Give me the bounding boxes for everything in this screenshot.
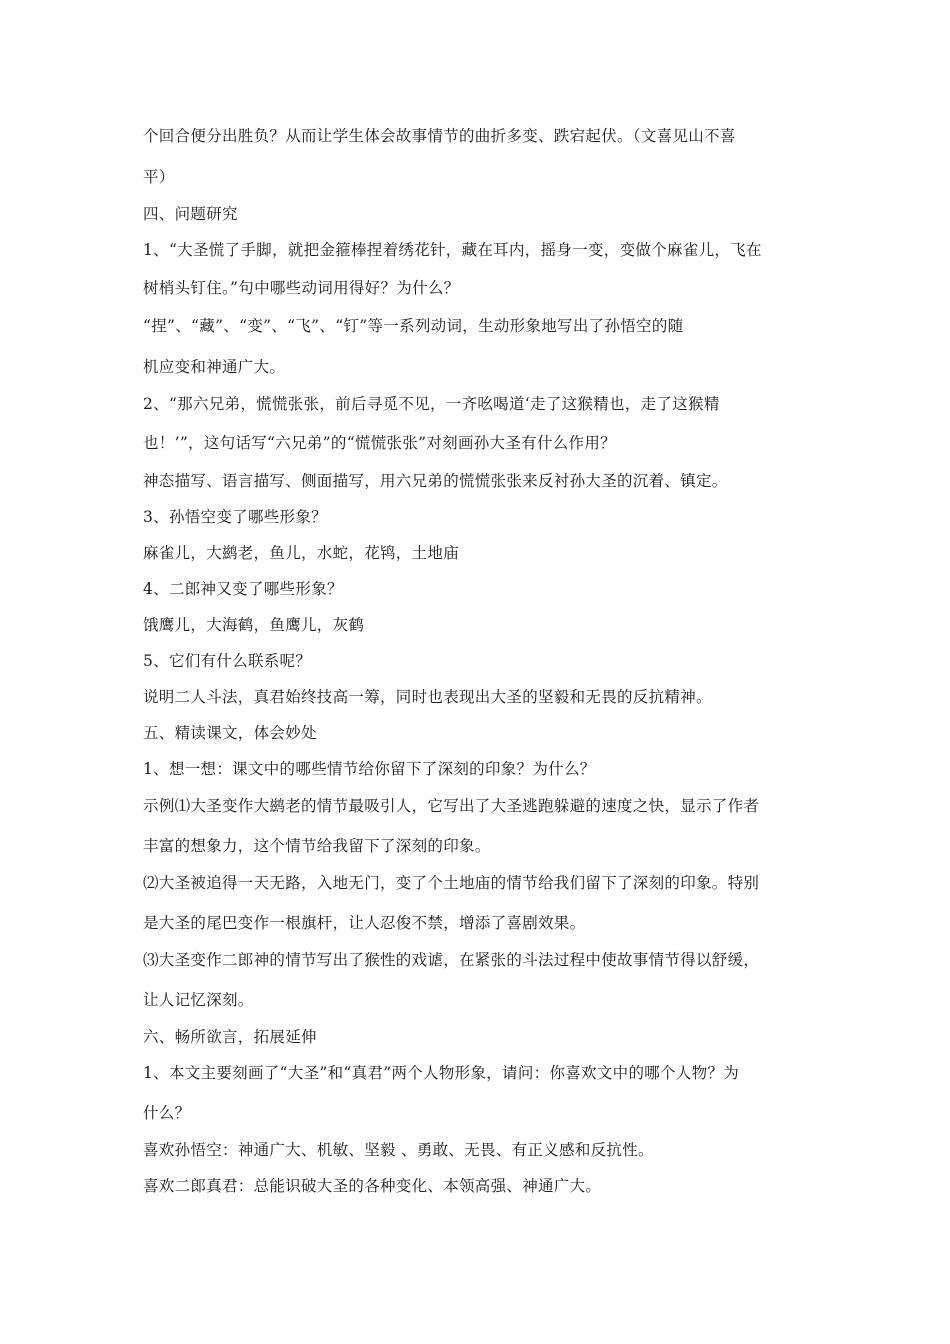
answer-line: 说明二人斗法，真君始终技高一筹，同时也表现出大圣的坚毅和无畏的反抗精神。 [143, 688, 712, 706]
section-heading: 六、畅所欲言，拓展延伸 [143, 1028, 317, 1046]
question-line: 什么？ [143, 1104, 191, 1122]
question-line: 树梢头钉住。”句中哪些动词用得好？为什么？ [143, 279, 460, 297]
question-line: 1、“大圣慌了手脚，就把金箍棒捏着绣花针，藏在耳内，摇身一变，变做个麻雀儿，飞在 [143, 241, 762, 259]
section-heading: 五、精读课文，体会妙处 [143, 724, 317, 742]
answer-line: 神态描写、语言描写、侧面描写，用六兄弟的慌慌张张来反衬孙大圣的沉着、镇定。 [143, 472, 728, 490]
question-line: 4、二郎神又变了哪些形象？ [143, 580, 343, 598]
answer-line: “捏”、“藏”、“变”、“飞”、“钉”等一系列动词，生动形象地写出了孙悟空的随 [143, 317, 684, 335]
question-line: 2、“那六兄弟，慌慌张张，前后寻觅不见，一齐吆喝道‘走了这猴精也，走了这猴精 [143, 395, 720, 413]
question-line: 3、孙悟空变了哪些形象？ [143, 508, 327, 526]
answer-line: 喜欢二郎真君：总能识破大圣的各种变化、本领高强、神通广大。 [143, 1177, 602, 1195]
answer-line: 示例⑴大圣变作大鹚老的情节最吸引人，它写出了大圣逃跑躲避的速度之快，显示了作者 [143, 797, 760, 815]
question-line: 5、它们有什么联系呢？ [143, 652, 312, 670]
answer-line: 让人记忆深刻。 [143, 991, 254, 1009]
answer-line: 喜欢孙悟空：神通广大、机敏、坚毅 、勇敢、无畏、有正义感和反抗性。 [143, 1141, 654, 1159]
question-line: 1、想一想：课文中的哪些情节给你留下了深刻的印象？为什么？ [143, 760, 596, 778]
answer-line: 饿鹰儿，大海鹤，鱼鹰儿，灰鹤 [143, 616, 365, 634]
answer-line: 机应变和神通广大。 [143, 358, 286, 376]
section-heading: 四、问题研究 [143, 205, 238, 223]
question-line: 1、本文主要刻画了“大圣”和“真君”两个人物形象，请问：你喜欢文中的哪个人物？为 [143, 1064, 740, 1082]
answer-line: ⑶大圣变作二郎神的情节写出了猴性的戏谑，在紧张的斗法过程中使故事情节得以舒缓， [143, 951, 760, 969]
question-line: 也！’”，这句话写“六兄弟”的“慌慌张张”对刻画孙大圣有什么作用？ [143, 434, 616, 452]
paragraph-line: 平） [143, 168, 175, 186]
answer-line: 麻雀儿，大鹚老，鱼儿，水蛇，花鸨，土地庙 [143, 544, 460, 562]
answer-line: ⑵大圣被追得一天无路，入地无门，变了个土地庙的情节给我们留下了深刻的印象。特别 [143, 874, 760, 892]
answer-line: 丰富的想象力，这个情节给我留下了深刻的印象。 [143, 837, 491, 855]
answer-line: 是大圣的尾巴变作一根旗杆，让人忍俊不禁，增添了喜剧效果。 [143, 914, 586, 932]
paragraph-line: 个回合便分出胜负？从而让学生体会故事情节的曲折多变、跌宕起伏。（文喜见山不喜 [143, 127, 736, 145]
